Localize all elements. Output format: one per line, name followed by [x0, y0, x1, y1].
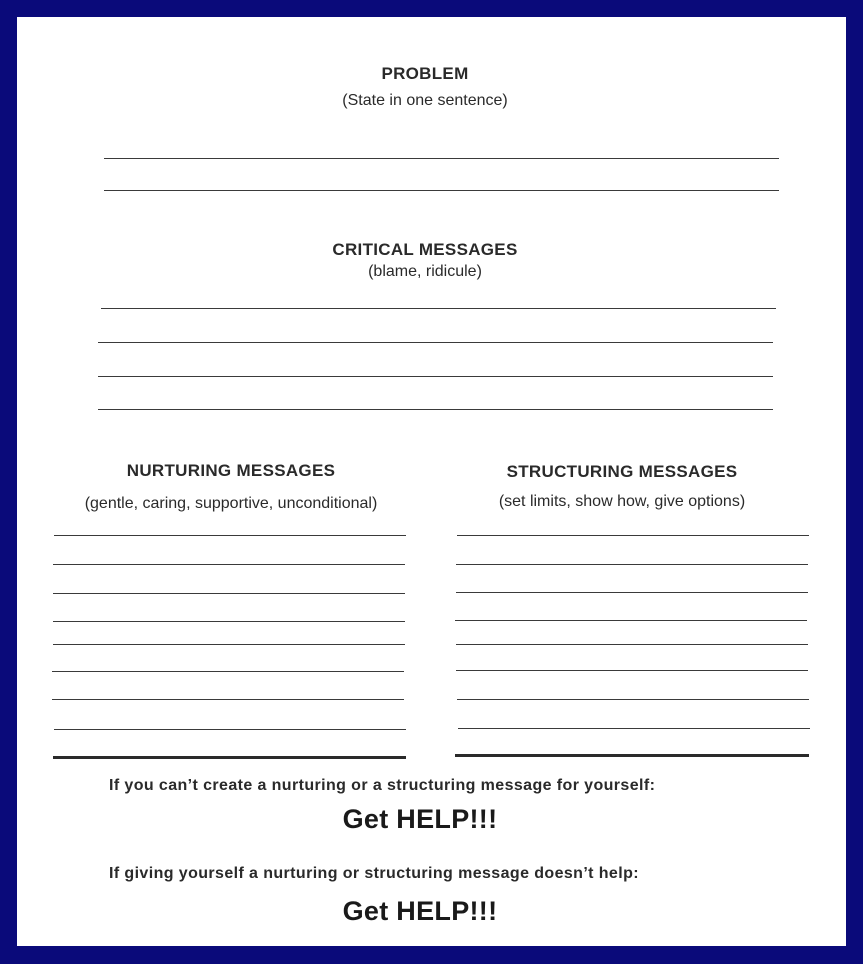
critical-messages-subtitle: (blame, ridicule) — [368, 263, 482, 280]
structuring-answer-line[interactable] — [455, 620, 807, 621]
nurturing-answer-line[interactable] — [54, 729, 406, 730]
structuring-messages-title: STRUCTURING MESSAGES — [506, 462, 738, 481]
critical-messages-title: CRITICAL MESSAGES — [332, 240, 518, 259]
worksheet-page — [17, 17, 846, 946]
problem-subtitle: (State in one sentence) — [342, 92, 508, 109]
structuring-answer-line[interactable] — [456, 644, 808, 645]
nurturing-messages-title: NURTURING MESSAGES — [126, 461, 336, 480]
nurturing-answer-line[interactable] — [54, 535, 406, 536]
critical-answer-line[interactable] — [98, 376, 773, 377]
notice-text-2: If giving yourself a nurturing or structuring message doesn’t help: — [109, 865, 639, 882]
problem-title: PROBLEM — [381, 64, 469, 83]
structuring-messages-subtitle: (set limits, show how, give options) — [498, 493, 746, 510]
nurturing-answer-line[interactable] — [52, 699, 404, 700]
nurturing-answer-line[interactable] — [53, 621, 405, 622]
structuring-answer-line[interactable] — [456, 592, 808, 593]
get-help-heading-1: Get HELP!!! — [342, 804, 498, 834]
critical-answer-line[interactable] — [98, 342, 773, 343]
nurturing-answer-line[interactable] — [53, 564, 405, 565]
nurturing-messages-subtitle: (gentle, caring, supportive, unconditional) — [84, 495, 378, 512]
structuring-answer-line[interactable] — [456, 670, 808, 671]
problem-answer-line[interactable] — [104, 158, 779, 159]
structuring-answer-line[interactable] — [458, 728, 810, 729]
structuring-answer-line[interactable] — [455, 754, 809, 757]
structuring-answer-line[interactable] — [457, 699, 809, 700]
nurturing-answer-line[interactable] — [53, 644, 405, 645]
critical-answer-line[interactable] — [98, 409, 773, 410]
problem-answer-line[interactable] — [104, 190, 779, 191]
nurturing-answer-line[interactable] — [53, 756, 406, 759]
nurturing-answer-line[interactable] — [53, 593, 405, 594]
structuring-answer-line[interactable] — [456, 564, 808, 565]
notice-text-1: If you can’t create a nurturing or a structuring message for yourself: — [109, 777, 656, 794]
structuring-answer-line[interactable] — [457, 535, 809, 536]
critical-answer-line[interactable] — [101, 308, 776, 309]
get-help-heading-2: Get HELP!!! — [342, 896, 498, 926]
nurturing-answer-line[interactable] — [52, 671, 404, 672]
